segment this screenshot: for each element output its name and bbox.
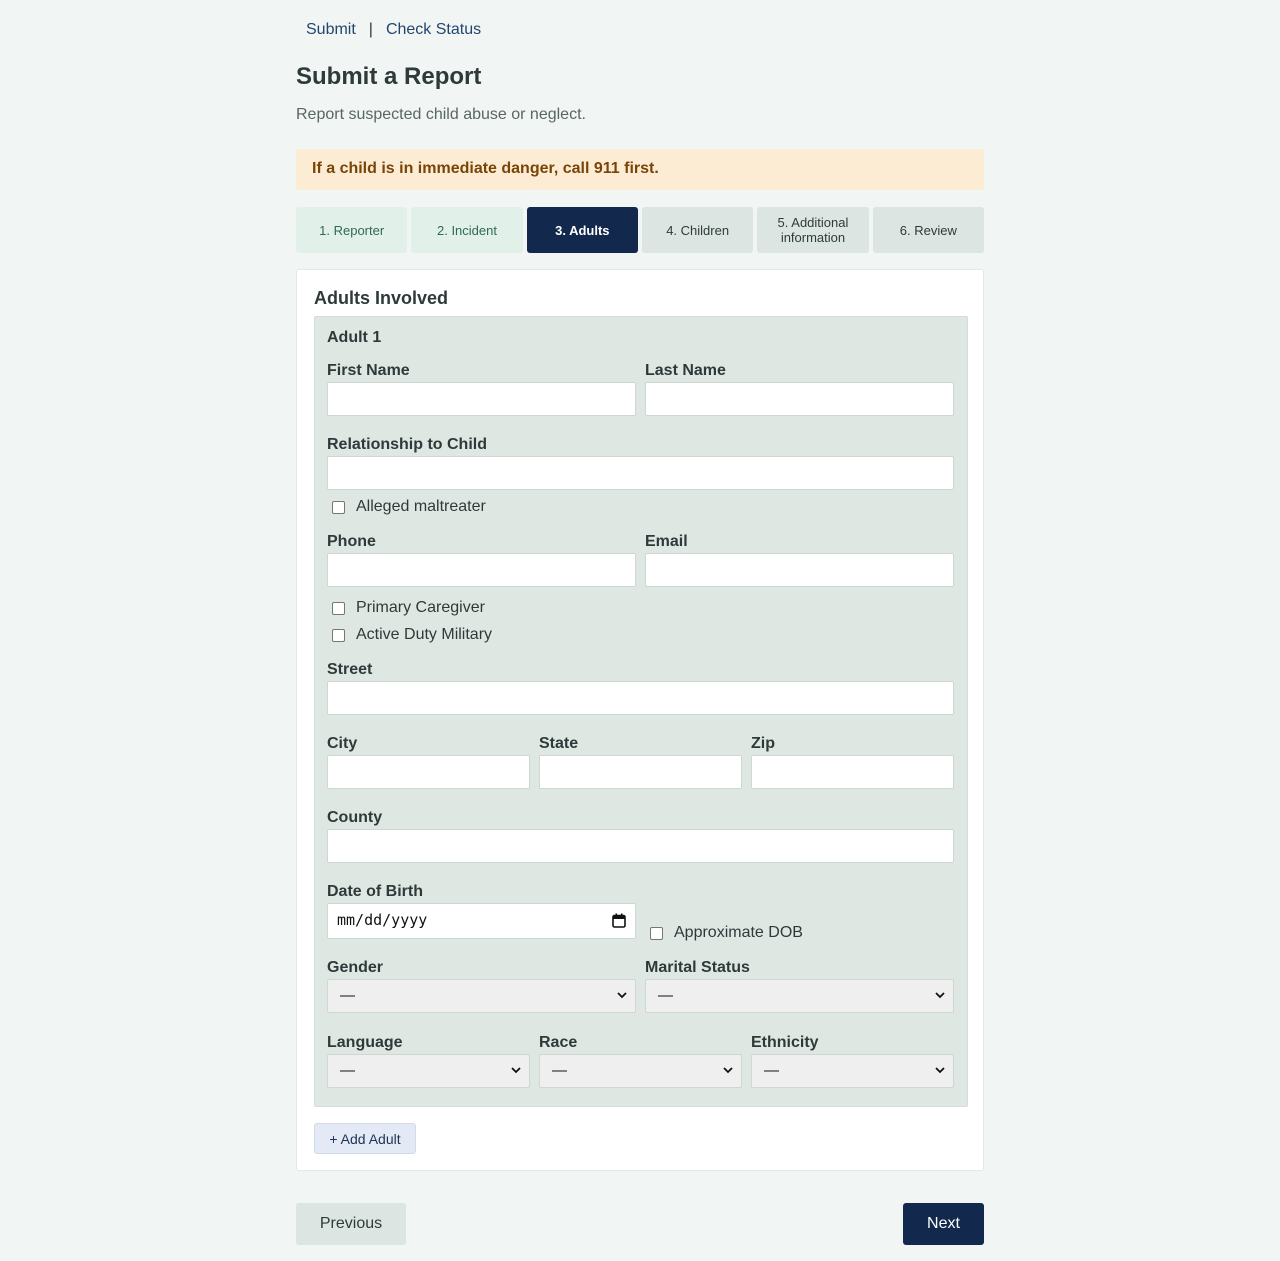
state-group bbox=[539, 735, 742, 789]
top-nav bbox=[306, 21, 481, 39]
dob-group bbox=[327, 883, 636, 939]
previous-button[interactable]: Previous bbox=[296, 1203, 406, 1245]
step-review[interactable]: 6. Review bbox=[873, 207, 984, 253]
page-subtitle: Report suspected child abuse or neglect. bbox=[296, 106, 586, 123]
primary-caregiver-checkbox[interactable] bbox=[332, 602, 345, 615]
emergency-alert: If a child is in immediate danger, call 911 first. bbox=[296, 149, 984, 190]
gender-label: Gender bbox=[327, 959, 384, 976]
adult-title: Adult 1 bbox=[327, 329, 382, 346]
language-label: Language bbox=[327, 1034, 403, 1051]
step-incident[interactable]: 2. Incident bbox=[411, 207, 522, 253]
chevron-down-icon bbox=[617, 992, 627, 999]
nav-submit-link[interactable]: Submit bbox=[306, 21, 356, 38]
dob-input[interactable] bbox=[327, 903, 636, 939]
last-name-group bbox=[645, 362, 954, 416]
city-label: City bbox=[327, 735, 358, 752]
county-input[interactable] bbox=[327, 829, 954, 863]
page-title: Submit a Report bbox=[296, 63, 482, 90]
active-duty-military-checkbox[interactable] bbox=[332, 629, 345, 642]
zip-group bbox=[751, 735, 954, 789]
race-label: Race bbox=[539, 1034, 578, 1051]
step-reporter[interactable]: 1. Reporter bbox=[296, 207, 407, 253]
language-value: — bbox=[340, 1062, 355, 1079]
marital-status-group bbox=[645, 959, 954, 1013]
county-group bbox=[327, 809, 954, 863]
next-button[interactable]: Next bbox=[903, 1203, 984, 1245]
city-group bbox=[327, 735, 530, 789]
alleged-maltreater-label: Alleged maltreater bbox=[356, 498, 486, 515]
marital-status-value: — bbox=[658, 987, 673, 1004]
street-group bbox=[327, 661, 954, 715]
section-title: Adults Involved bbox=[314, 288, 449, 308]
nav-separator: | bbox=[368, 21, 373, 38]
dob-label: Date of Birth bbox=[327, 883, 423, 900]
approximate-dob-checkbox[interactable] bbox=[650, 927, 663, 940]
zip-input[interactable] bbox=[751, 755, 954, 789]
ethnicity-label: Ethnicity bbox=[751, 1034, 819, 1051]
dob-placeholder: mm/dd/yyyy bbox=[337, 911, 428, 929]
adult-panel bbox=[314, 316, 968, 1107]
relationship-group bbox=[327, 436, 954, 490]
phone-input[interactable] bbox=[327, 553, 636, 587]
step-children[interactable]: 4. Children bbox=[642, 207, 753, 253]
state-input[interactable] bbox=[539, 755, 742, 789]
email-input[interactable] bbox=[645, 553, 954, 587]
alleged-maltreater-checkbox[interactable] bbox=[332, 501, 345, 514]
gender-select[interactable] bbox=[327, 979, 636, 1013]
first-name-group bbox=[327, 362, 636, 416]
active-duty-military-label: Active Duty Military bbox=[356, 626, 493, 643]
race-select[interactable] bbox=[539, 1054, 742, 1088]
marital-status-select[interactable] bbox=[645, 979, 954, 1013]
race-group bbox=[539, 1034, 742, 1088]
ethnicity-value: — bbox=[764, 1062, 779, 1079]
last-name-label: Last Name bbox=[645, 362, 726, 379]
ethnicity-select[interactable] bbox=[751, 1054, 954, 1088]
chevron-down-icon bbox=[723, 1067, 733, 1074]
adults-card bbox=[296, 269, 984, 1171]
phone-group bbox=[327, 533, 636, 587]
state-label: State bbox=[539, 735, 579, 752]
chevron-down-icon bbox=[935, 992, 945, 999]
step-additional-information[interactable]: 5. Additional information bbox=[757, 207, 868, 253]
race-value: — bbox=[552, 1062, 567, 1079]
relationship-input[interactable] bbox=[327, 456, 954, 490]
first-name-label: First Name bbox=[327, 362, 410, 379]
gender-group bbox=[327, 959, 636, 1013]
email-group bbox=[645, 533, 954, 587]
last-name-input[interactable] bbox=[645, 382, 954, 416]
nav-check-status-link[interactable]: Check Status bbox=[385, 21, 482, 38]
relationship-label: Relationship to Child bbox=[327, 436, 487, 453]
calendar-icon[interactable] bbox=[612, 913, 626, 928]
street-label: Street bbox=[327, 661, 373, 678]
language-select[interactable] bbox=[327, 1054, 530, 1088]
add-adult-button[interactable]: + Add Adult bbox=[314, 1123, 416, 1154]
step-tabs bbox=[296, 207, 984, 253]
approximate-dob-label: Approximate DOB bbox=[674, 924, 803, 941]
chevron-down-icon bbox=[935, 1067, 945, 1074]
zip-label: Zip bbox=[751, 735, 775, 752]
street-input[interactable] bbox=[327, 681, 954, 715]
county-label: County bbox=[327, 809, 383, 826]
chevron-down-icon bbox=[511, 1067, 521, 1074]
step-adults[interactable]: 3. Adults bbox=[527, 207, 638, 253]
language-group bbox=[327, 1034, 530, 1088]
first-name-input[interactable] bbox=[327, 382, 636, 416]
phone-label: Phone bbox=[327, 533, 376, 550]
city-input[interactable] bbox=[327, 755, 530, 789]
primary-caregiver-label: Primary Caregiver bbox=[356, 599, 485, 616]
gender-value: — bbox=[340, 987, 355, 1004]
marital-status-label: Marital Status bbox=[645, 959, 750, 976]
ethnicity-group bbox=[751, 1034, 954, 1088]
email-label: Email bbox=[645, 533, 688, 550]
